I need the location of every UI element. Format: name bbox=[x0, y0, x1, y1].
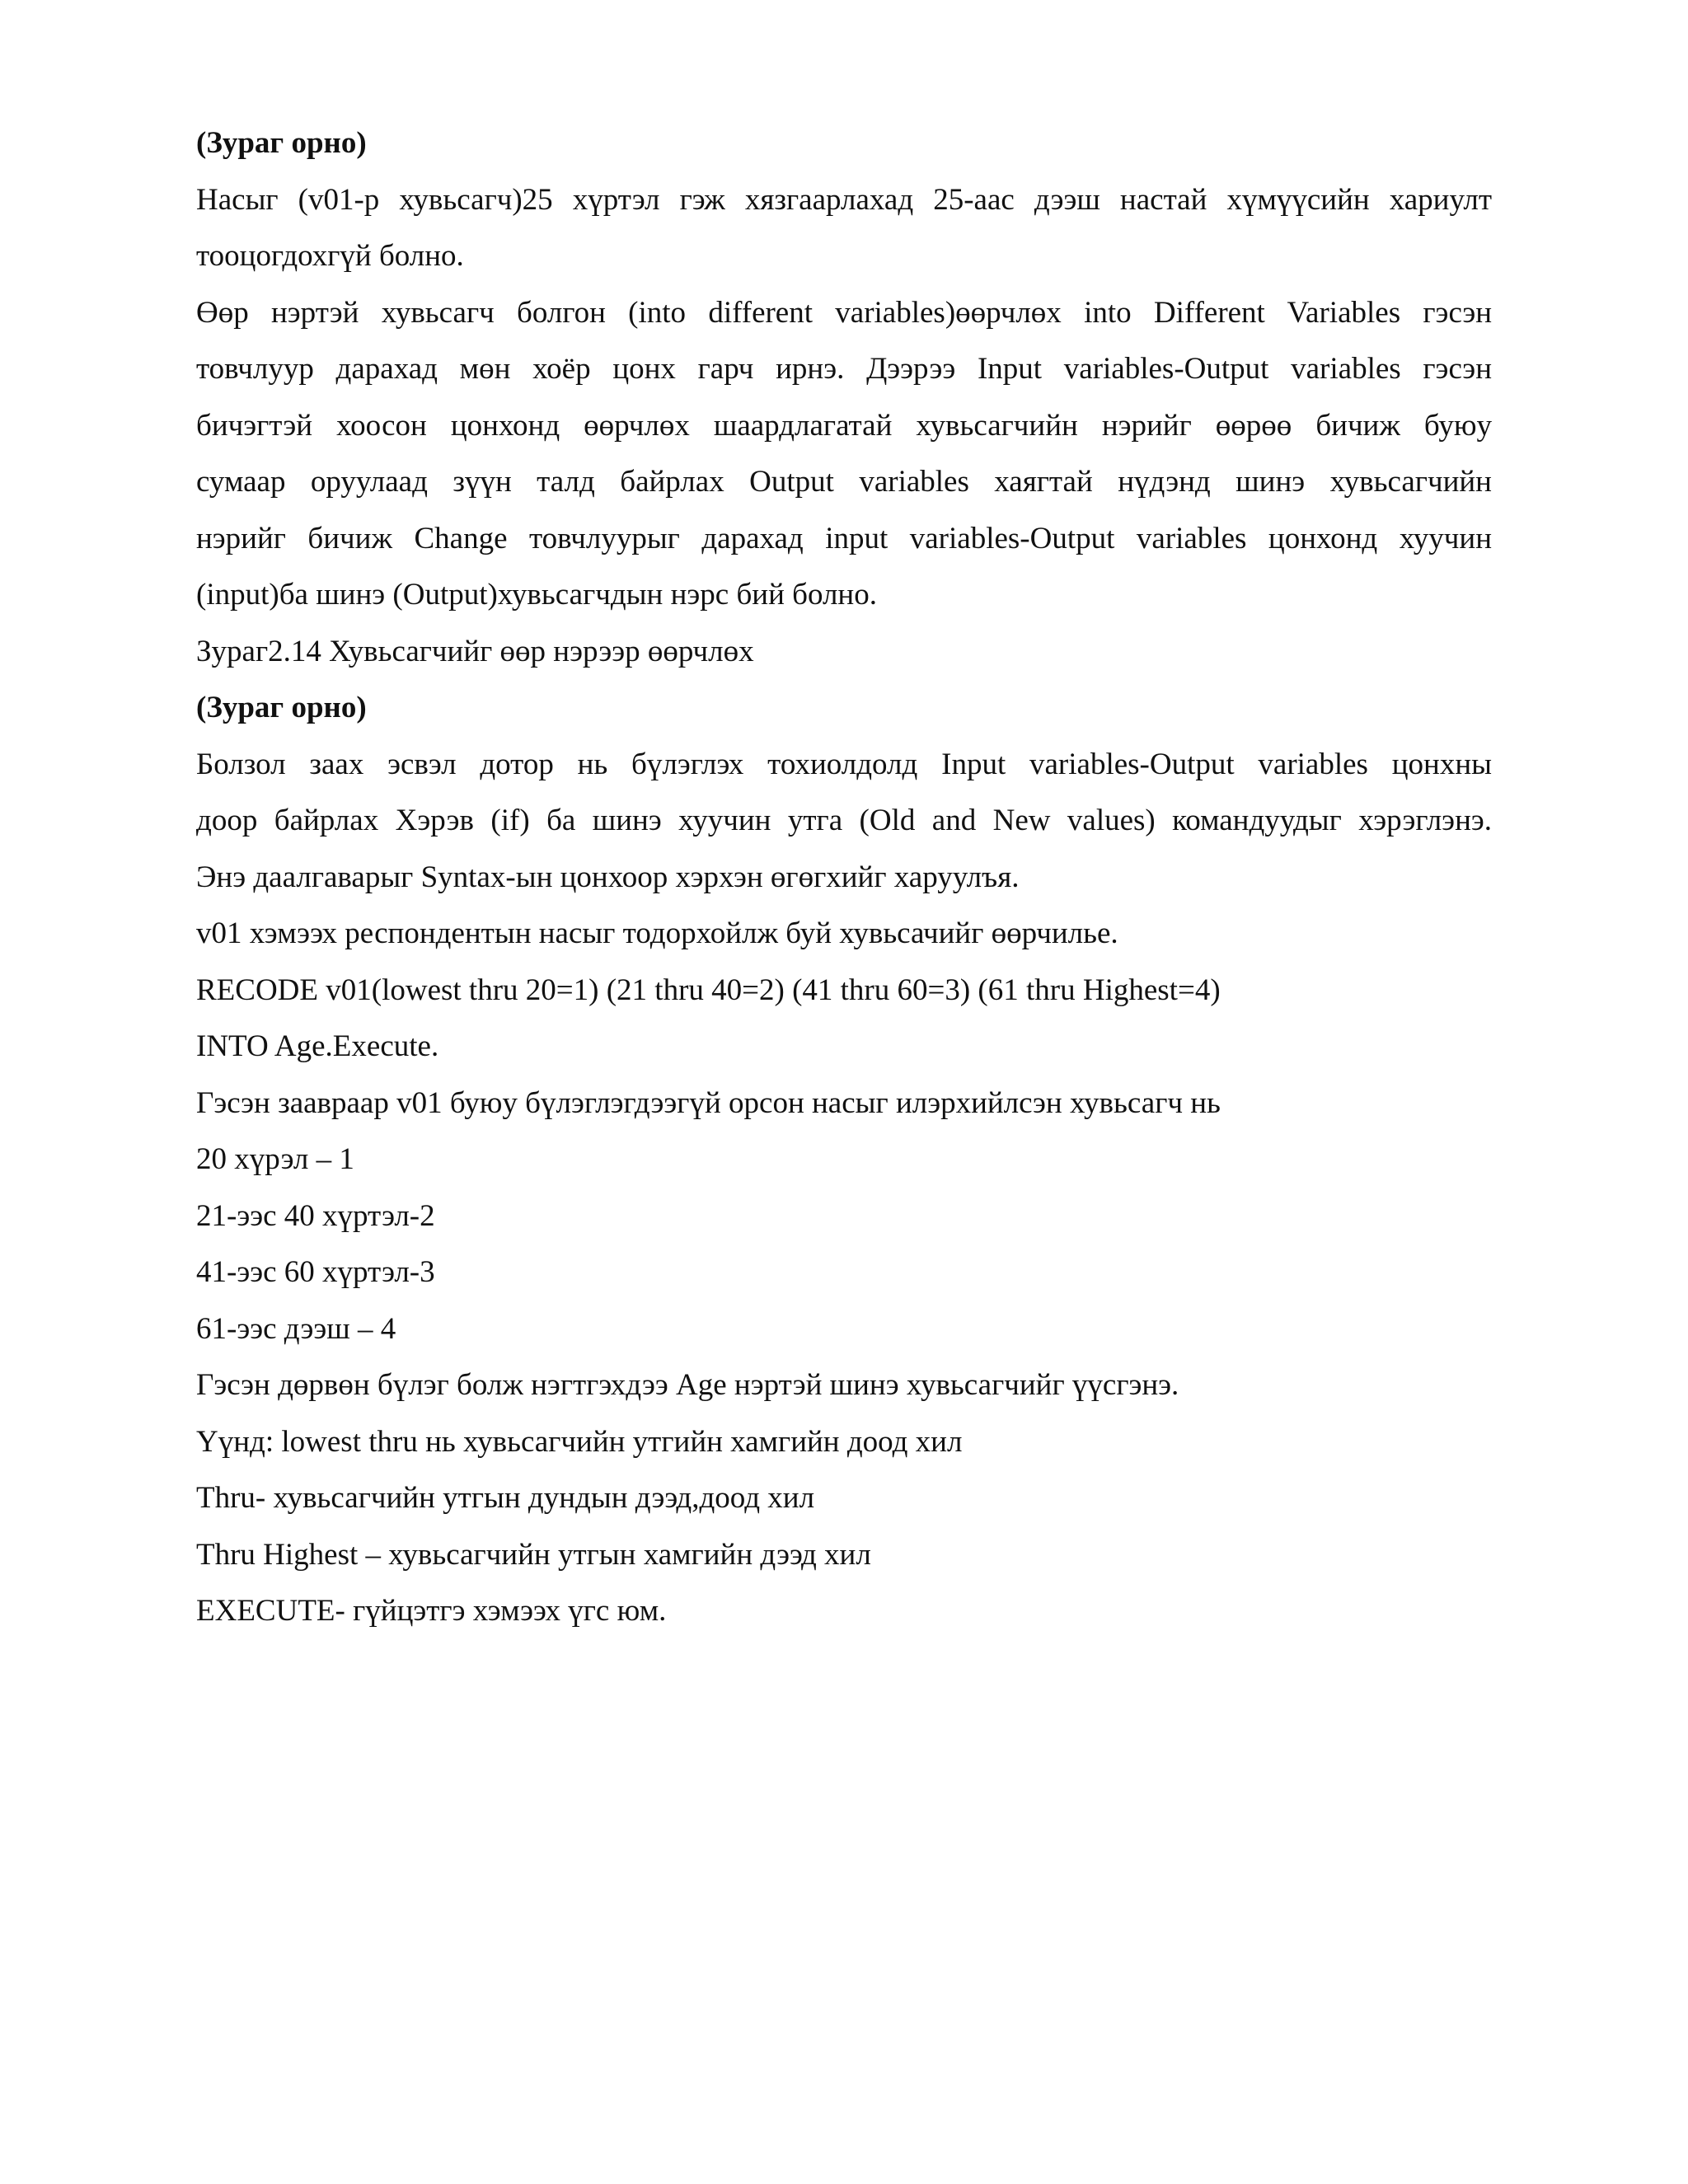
document-body bbox=[196, 115, 1492, 1640]
syntax-line: INTO Age.Execute. bbox=[196, 1029, 439, 1063]
paragraph-line: (input)ба шинэ (Output)хувьсагчдын нэрс бий болно. bbox=[196, 578, 877, 612]
definition-line: Үүнд: lowest thru нь хувьсагчийн утгийн хамгийн доод хил bbox=[196, 1424, 963, 1459]
figure-caption: Зураг2.14 Хувьсагчийг өөр нэрээр өөрчлөх bbox=[196, 634, 754, 668]
paragraph-line: тооцогдохгүй болно. bbox=[196, 239, 464, 273]
paragraph-line: Өөр нэртэй хувьсагч болгон (into different variables)өөрчлөх into Different Variables гэсэн bbox=[196, 295, 1492, 330]
syntax-line: RECODE v01(lowest thru 20=1) (21 thru 40=2) (41 thru 60=3) (61 thru Highest=4) bbox=[196, 972, 1221, 1007]
paragraph-line: доор байрлах Хэрэв (if) ба шинэ хуучин утга (Old and New values) командуудыг хэрэглэнэ. bbox=[196, 804, 1492, 837]
figure-placeholder: (Зураг орно) bbox=[196, 126, 367, 160]
paragraph-line: бичэгтэй хоосон цонхонд өөрчлөх шаардлагатай хувьсагчийн нэрийг өөрөө бичиж буюу bbox=[196, 408, 1492, 443]
paragraph-line: сумаар оруулаад зүүн талд байрлах Output variables хаягтай нүдэнд шинэ хувьсагчийн bbox=[196, 465, 1492, 499]
definition-line: EXECUTE- гүйцэтгэ хэмээх үгс юм. bbox=[196, 1594, 667, 1628]
paragraph-line: Энэ даалгаварыг Syntax-ын цонхоор хэрхэн өгөгхийг харуулъя. bbox=[196, 860, 1020, 894]
paragraph-line: Болзол заах эсвэл дотор нь бүлэглэх тохиолдолд Input variables-Output variables цонхны bbox=[196, 747, 1492, 781]
definition-line: Thru- хувьсагчийн утгын дундын дээд,доод хил bbox=[196, 1481, 815, 1515]
list-item: 21-ээс 40 хүртэл-2 bbox=[196, 1198, 435, 1233]
paragraph-line: товчлуур дарахад мөн хоёр цонх гарч ирнэ. Дээрээ Input variables-Output variables гэсэн bbox=[196, 352, 1492, 386]
definition-line: Thru Highest – хувьсагчийн утгын хамгийн дээд хил bbox=[196, 1537, 871, 1572]
list-item: 41-ээс 60 хүртэл-3 bbox=[196, 1255, 435, 1289]
paragraph-line: Гэсэн дөрвөн бүлэг болж нэгтгэхдээ Age нэртэй шинэ хувьсагчийг үүсгэнэ. bbox=[196, 1368, 1179, 1402]
paragraph-line: нэрийг бичиж Change товчлуурыг дарахад input variables-Output variables цонхонд хуучин bbox=[196, 521, 1492, 555]
paragraph-line: v01 хэмээх респондентын насыг тодорхойлж буй хувьсачийг өөрчилье. bbox=[196, 916, 1118, 950]
list-item: 20 хүрэл – 1 bbox=[196, 1142, 354, 1176]
paragraph-line: Гэсэн зааврaар v01 буюу бүлэглэгдээгүй орсон насыг илэрхийлсэн хувьсагч нь bbox=[196, 1085, 1221, 1120]
paragraph-line: Насыг (v01-р хувьсагч)25 хүртэл гэж хязгаарлахад 25-аас дээш настай хүмүүсийн хариулт bbox=[196, 182, 1492, 217]
figure-placeholder: (Зураг орно) bbox=[196, 691, 367, 724]
list-item: 61-ээс дээш – 4 bbox=[196, 1311, 396, 1346]
